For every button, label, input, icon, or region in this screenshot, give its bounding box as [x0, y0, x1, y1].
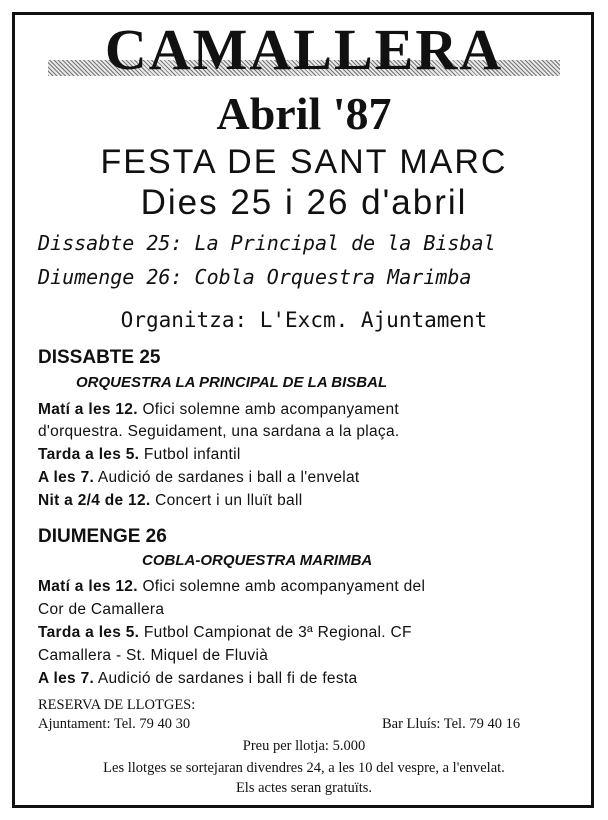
program-line: Nit a 2/4 de 12. Concert i un lluït ball [38, 492, 303, 509]
program-line: Cor de Camallera [38, 601, 165, 618]
reservation-heading: RESERVA DE LLOTGES: [38, 697, 196, 713]
lottery-note: Les llotges se sortejaran divendres 24, a les 10 del vespre, a l'envelat. [103, 760, 505, 776]
organizer-line: Organitza: L'Excm. Ajuntament [120, 308, 488, 332]
free-events-note: Els actes seran gratuïts. [235, 780, 373, 796]
sunday-band-line: Diumenge 26: Cobla Orquestra Marimba [38, 265, 472, 289]
program-line: A les 7. Audició de sardanes i ball fi de festa [38, 670, 358, 687]
day-band-saturday: ORQUESTRA LA PRINCIPAL DE LA BISBAL [76, 374, 388, 391]
bar-phone: Bar Lluís: Tel. 79 40 16 [382, 716, 521, 732]
festival-name: FESTA DE SANT MARC [100, 143, 508, 181]
program-line: Matí a les 12. Ofici solemne amb acompanyament del [38, 578, 426, 595]
program-line: Matí a les 12. Ofici solemne amb acompanyament [38, 401, 400, 418]
town-title: CAMALLERA [104, 17, 504, 82]
ajuntament-phone: Ajuntament: Tel. 79 40 30 [38, 716, 191, 732]
saturday-band-line: Dissabte 25: La Principal de la Bisbal [38, 231, 496, 255]
day-heading-saturday: DISSABTE 25 [38, 347, 161, 368]
program-line: Tarda a les 5. Futbol Campionat de 3ª Regional. CF [38, 624, 412, 641]
day-band-sunday: COBLA-ORQUESTRA MARIMBA [142, 552, 373, 569]
program-line: Camallera - St. Miquel de Fluvià [38, 647, 269, 664]
program-line: A les 7. Audició de sardanes i ball a l'envelat [38, 469, 360, 486]
year-title: Abril '87 [216, 88, 392, 139]
program-line: Tarda a les 5. Futbol infantil [38, 446, 241, 463]
day-heading-sunday: DIUMENGE 26 [38, 526, 167, 547]
box-price: Preu per llotja: 5.000 [242, 738, 366, 754]
program-line: d'orquestra. Seguidament, una sardana a la plaça. [38, 423, 400, 440]
festival-dates: Dies 25 i 26 d'abril [140, 183, 468, 222]
